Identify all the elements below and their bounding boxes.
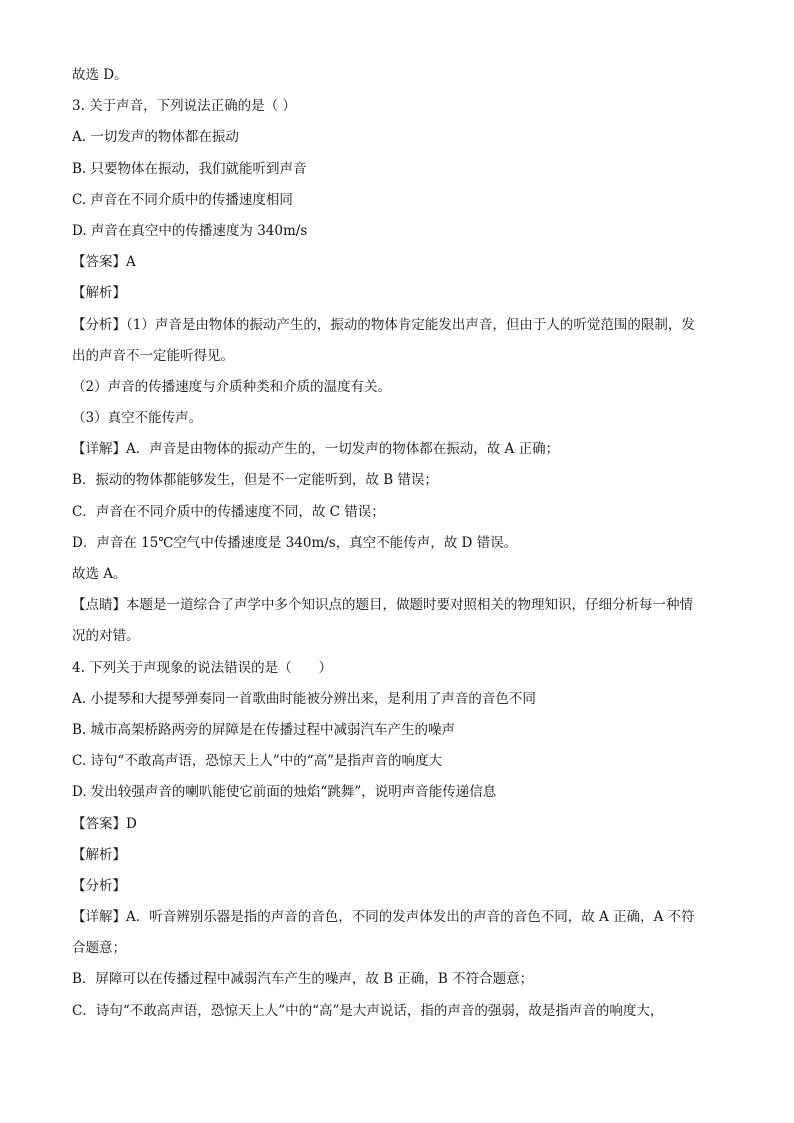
option-a: A. 一切发声的物体都在振动: [72, 129, 239, 146]
option-d: D. 发出较强声音的喇叭能使它前面的烛焰“跳舞”，说明声音能传递信息: [72, 784, 497, 801]
detail-text: B．振动的物体都能够发生，但是不一定能听到，故 B 错误；: [72, 472, 438, 489]
analysis-text: （3）真空不能传声。: [72, 410, 203, 427]
option-c: C. 声音在不同介质中的传播速度相同: [72, 191, 293, 208]
detail-text: 【详解】A．听音辨别乐器是指的声音的音色，不同的发声体发出的声音的音色不同，故 A 正确，A 不符: [72, 909, 695, 926]
comment-text: 况的对错。: [72, 628, 140, 645]
detail-text: B．屏障可以在传播过程中减弱汽车产生的噪声，故 B 正确，B 不符合题意；: [72, 971, 534, 988]
question-4-stem: 4. 下列关于声现象的说法错误的是（ ）: [72, 659, 333, 676]
analysis-label: 【分析】: [72, 877, 126, 894]
detail-text: D．声音在 15℃空气中传播速度是 340m/s，真空不能传声，故 D 错误。: [72, 534, 518, 551]
analysis-text: （2）声音的传播速度与介质种类和介质的温度有关。: [72, 378, 392, 395]
detail-text: C．声音在不同介质中的传播速度不同，故 C 错误；: [72, 503, 385, 520]
comment-text: 【点睛】本题是一道综合了声学中多个知识点的题目，做题时要对照相关的物理知识，仔细分析每一种情: [72, 597, 693, 614]
text-line: 故选 A。: [72, 566, 127, 582]
analysis-text: 出的声音不一定能听得见。: [72, 347, 234, 364]
document-page: [72, 60, 732, 1027]
answer-label: 【答案】D: [72, 815, 137, 832]
question-3-stem: 3. 关于声音，下列说法正确的是（ ）: [72, 98, 296, 115]
text-line: 故选 D。: [72, 67, 128, 83]
analysis-label: 【解析】: [72, 846, 126, 863]
option-a: A. 小提琴和大提琴弹奏同一首歌曲时能被分辨出来，是利用了声音的音色不同: [72, 690, 536, 707]
option-c: C. 诗句“不敢高声语，恐惊天上人”中的“高”是指声音的响度大: [72, 753, 443, 770]
answer-label: 【答案】A: [72, 254, 136, 271]
analysis-label: 【解析】: [72, 285, 126, 302]
option-b: B. 只要物体在振动，我们就能听到声音: [72, 160, 307, 177]
detail-text: C．诗句“不敢高声语，恐惊天上人”中的“高”是大声说话，指的声音的强弱，故是指声音的响度大，: [72, 1002, 664, 1019]
detail-text: 【详解】A．声音是由物体的振动产生的，一切发声的物体都在振动，故 A 正确；: [72, 441, 560, 458]
option-b: B. 城市高架桥路两旁的屏障是在传播过程中减弱汽车产生的噪声: [72, 721, 456, 738]
analysis-text: 【分析】（1）声音是由物体的振动产生的，振动的物体肯定能发出声音，但由于人的听觉范围的限制，发: [72, 316, 695, 333]
option-d: D. 声音在真空中的传播速度为 340m/s: [72, 222, 308, 239]
detail-text: 合题意；: [72, 940, 126, 957]
